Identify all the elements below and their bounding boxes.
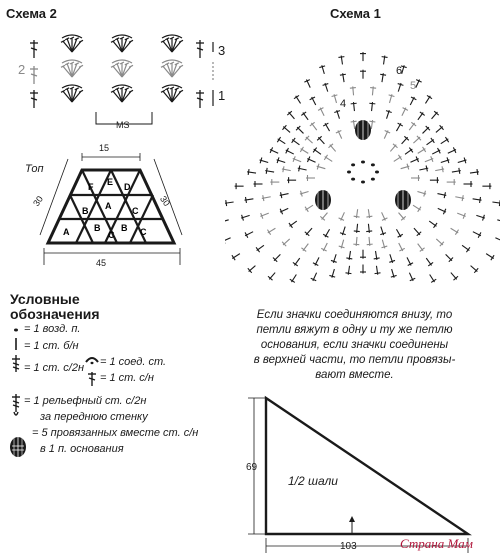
piece-c: C: [132, 206, 139, 216]
legend-item-sc: = 1 ст. б/н: [24, 340, 79, 352]
piece-a-bottom: A: [63, 227, 70, 237]
chain-dot: [375, 171, 379, 174]
scheme2-row-label-1: 1: [218, 88, 226, 103]
scheme2-diagram: [0, 20, 240, 135]
chain-dot: [351, 178, 355, 181]
chain-dot: [361, 181, 365, 184]
legend-heading-line1: Условные: [10, 291, 80, 307]
legend-item-bobble-note: в 1 п. основания: [40, 443, 124, 455]
top-title: Топ: [25, 163, 44, 175]
piece-d: D: [124, 182, 131, 192]
stitch-fan: [161, 35, 183, 52]
scheme2-title: Схема 2: [6, 6, 57, 21]
chain-dot: [361, 161, 365, 164]
tr-mark: [30, 90, 38, 108]
scheme1-row-label-4: 4: [340, 98, 347, 110]
scheme1-diagram: [225, 22, 500, 292]
piece-e: E: [107, 177, 114, 187]
tr-symbol-icon: [12, 355, 20, 372]
stitch-fan: [111, 60, 133, 77]
stitch-fan: [61, 60, 83, 77]
piece-b-bottom2: B: [121, 223, 128, 233]
note-line-5: вают вместе.: [315, 369, 394, 381]
stitch-fan: [161, 85, 183, 102]
legend-item-relief: = 1 рельефный ст. с/2н: [24, 395, 147, 407]
legend-item-relief-note: за переднюю стенку: [40, 411, 148, 423]
bottom-width-label: 45: [96, 258, 107, 268]
construction-note: [232, 308, 477, 383]
stitch-ring: [225, 52, 500, 282]
dc-symbol-icon: [88, 372, 96, 386]
left-side-label: 30: [31, 194, 45, 208]
tr-mark: [30, 66, 38, 84]
bobble-icon: [315, 190, 331, 210]
scheme1-row-label-6: 6: [396, 65, 403, 77]
scheme2-row-label-2: 2: [18, 62, 26, 77]
piece-a: A: [105, 201, 112, 211]
half-shawl-label: 1/2 шали: [288, 474, 338, 488]
chain-dot: [347, 171, 351, 174]
top-diagram: [30, 135, 195, 270]
tr-mark: [196, 40, 204, 58]
legend-item-tr: = 1 ст. с/2н: [24, 362, 85, 374]
scheme2-row-label-3: 3: [218, 43, 226, 58]
piece-c-bottom: C: [108, 230, 115, 240]
ms-label: MS: [116, 120, 130, 130]
slip-stitch-symbol-icon: [86, 358, 98, 362]
piece-f: F: [88, 182, 94, 192]
legend-item-slip: = 1 соед. ст.: [100, 356, 167, 368]
legend-item-dc: = 1 ст. с/н: [100, 372, 154, 384]
legend-heading-line2: обозначения: [10, 306, 100, 322]
legend-item-bobble: = 5 провязанных вместе ст. с/н: [32, 427, 199, 439]
chain-symbol-icon: [14, 329, 18, 332]
shawl-width-label: 103: [340, 541, 357, 552]
piece-b: B: [82, 206, 89, 216]
note-line-4: в верхней части, то петли провязы-: [253, 354, 456, 366]
legend-item-chain: = 1 возд. п.: [24, 323, 81, 335]
bobble-symbol-icon: [10, 435, 26, 458]
stitch-fan: [61, 85, 83, 102]
watermark: Страна Мам: [400, 536, 473, 551]
legend-heading: [10, 292, 100, 322]
scheme1-title: Схема 1: [330, 6, 381, 21]
top-width-label: 15: [99, 143, 110, 153]
stitch-fan: [111, 85, 133, 102]
right-side-label: 30: [158, 194, 172, 208]
bobble-icon: [355, 120, 371, 140]
note-line-3: основания, если значки соединены: [260, 339, 449, 351]
stitch-ring: [241, 70, 485, 266]
piece-b-bottom: B: [94, 223, 101, 233]
chain-dot: [351, 163, 355, 166]
stitch-fan: [111, 35, 133, 52]
note-line-2: петли вяжут в одну и ту же петлю: [256, 324, 453, 336]
bobble-icon: [395, 190, 411, 210]
chain-dot: [371, 178, 375, 181]
piece-c-bottom2: C: [140, 227, 147, 237]
tr-mark: [196, 90, 204, 108]
tr-mark: [30, 40, 38, 58]
stitch-fan: [161, 60, 183, 77]
note-line-1: Если значки соединяются внизу, то: [256, 309, 453, 321]
stitch-fan: [61, 35, 83, 52]
half-shawl-diagram: [240, 388, 500, 553]
scheme1-row-label-5: 5: [410, 80, 417, 92]
shawl-height-label: 69: [246, 462, 258, 473]
chain-dot: [371, 163, 375, 166]
relief-tr-symbol-icon: [12, 394, 20, 415]
